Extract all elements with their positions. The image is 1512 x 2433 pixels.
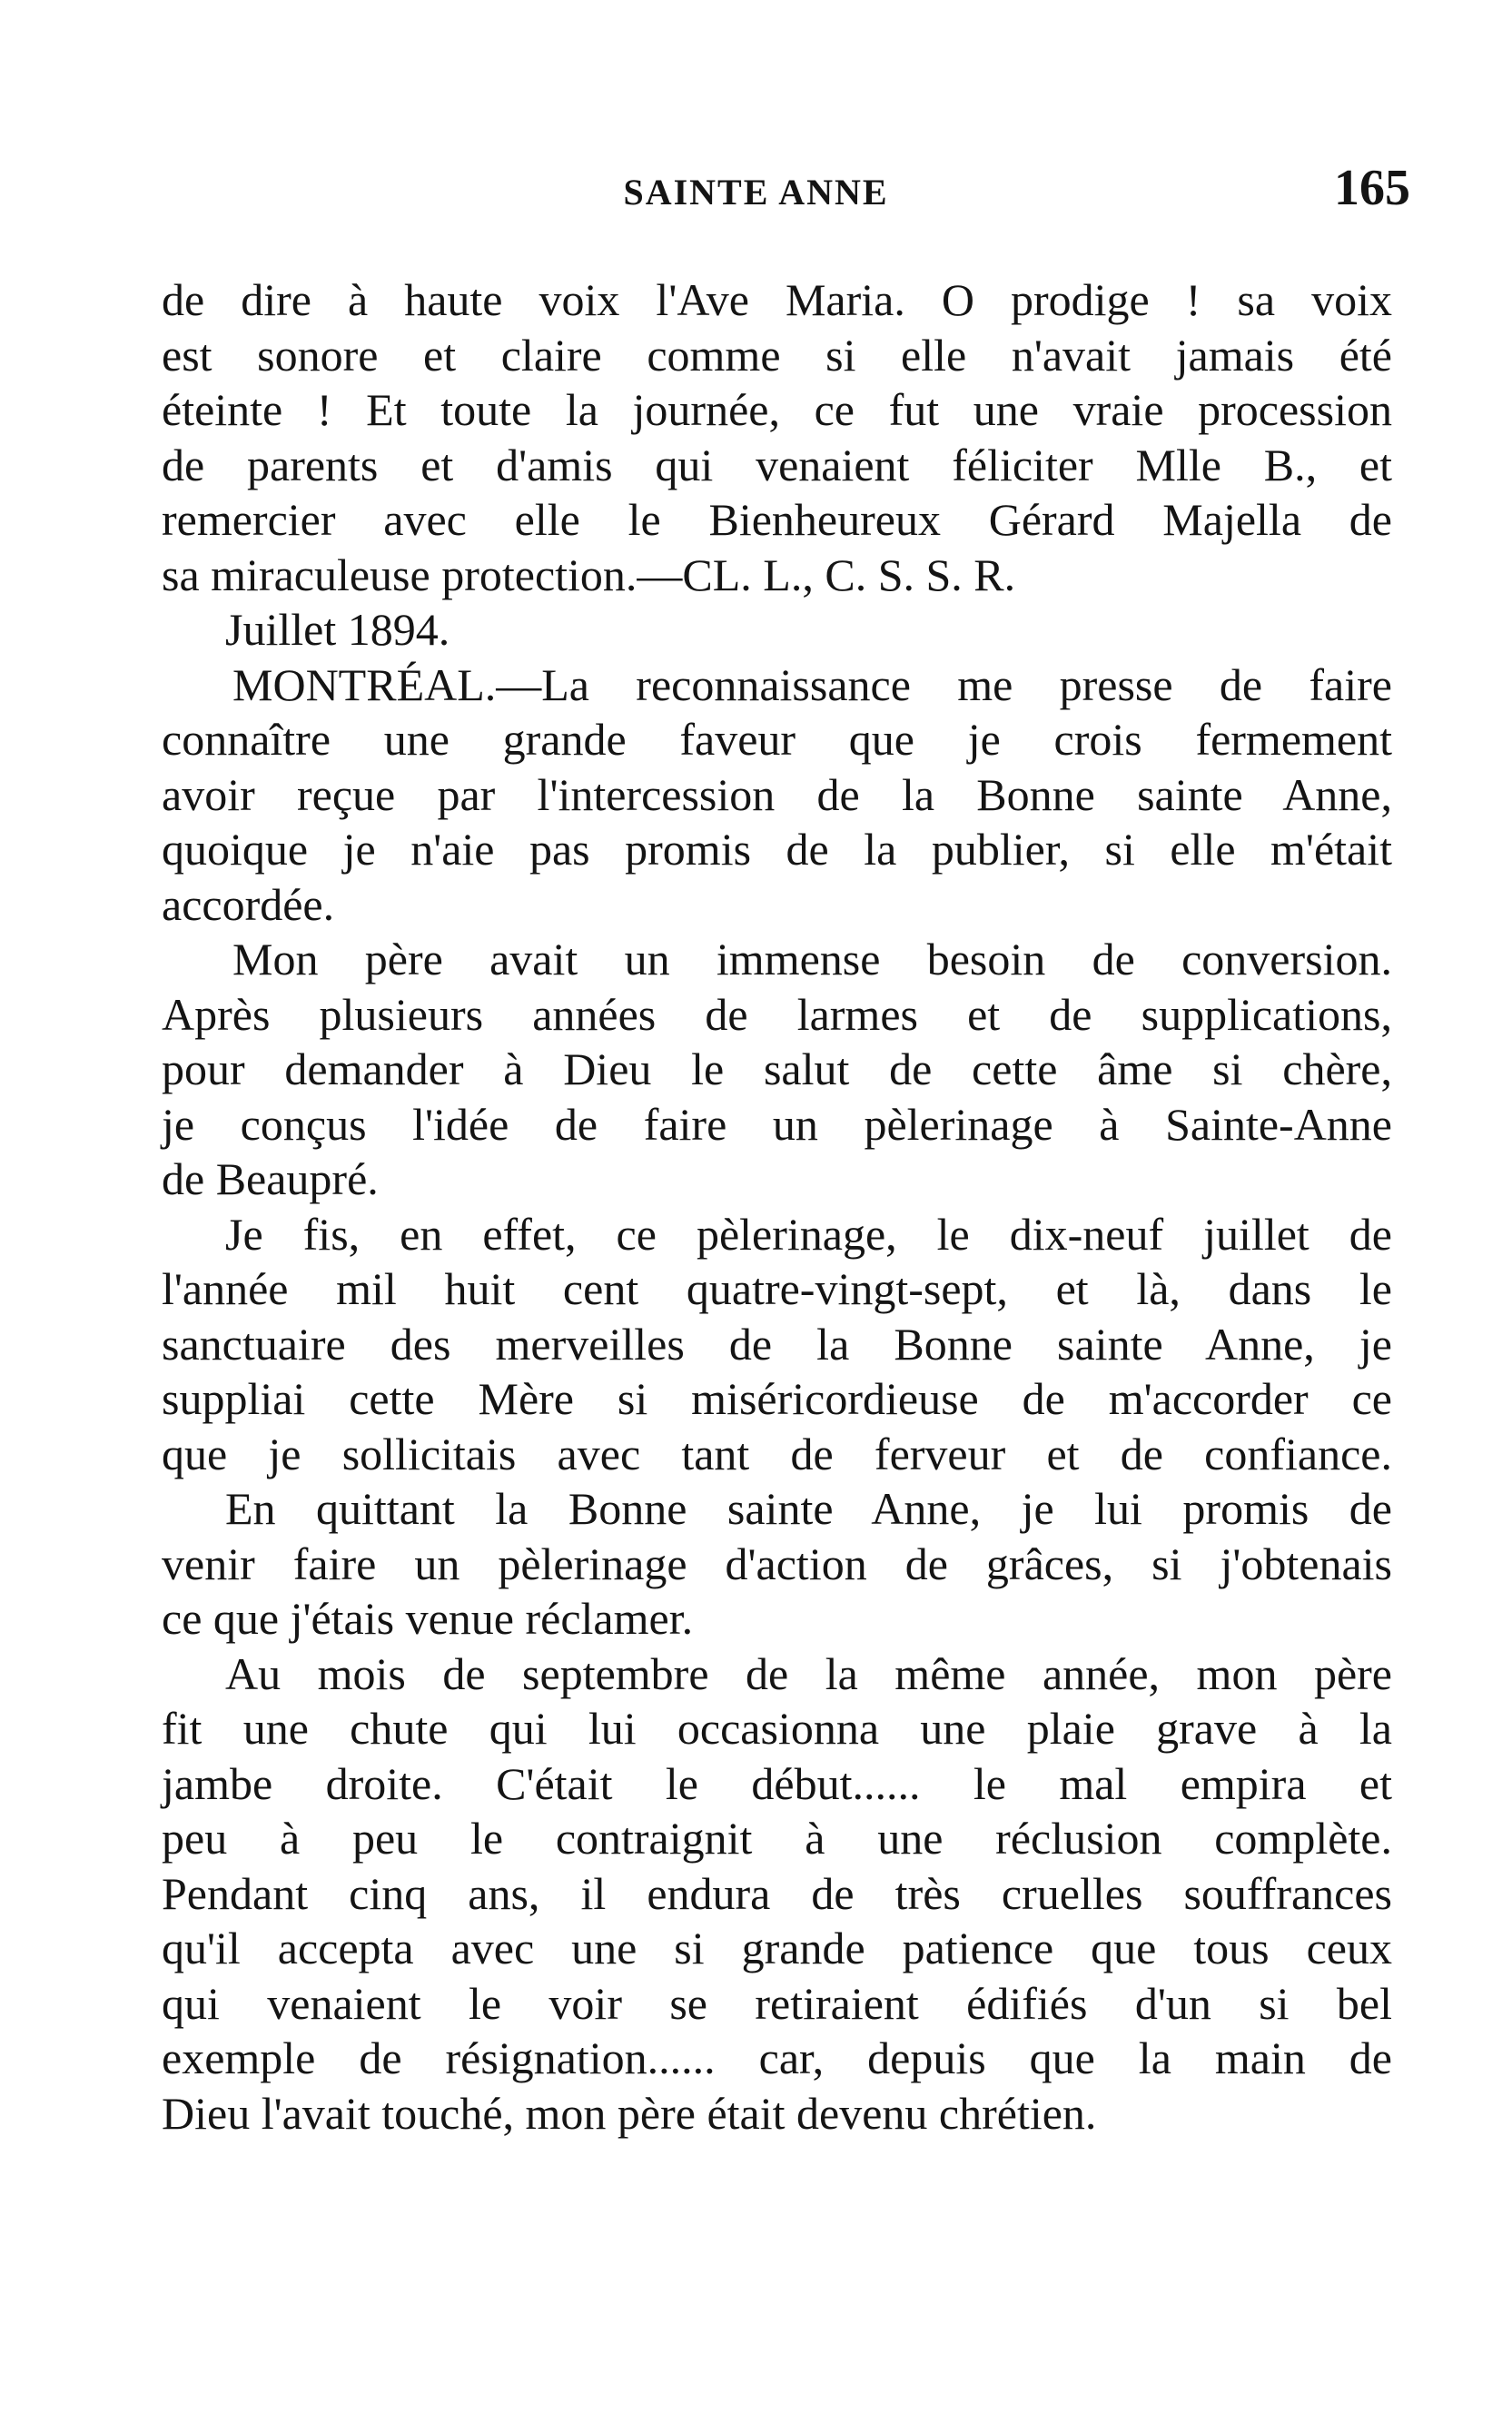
text-line: remercier avec elle le Bienheureux Gérard Majella de	[162, 494, 1392, 545]
text-line: je conçus l'idée de faire un pèlerinage à Sainte-Anne	[162, 1098, 1392, 1150]
text-line: sanctuaire des merveilles de la Bonne sainte Anne, je	[162, 1318, 1392, 1370]
text-line: Mon père avait un immense besoin de conversion.	[232, 934, 1392, 984]
text-line: l'année mil huit cent quatre-vingt-sept, et là, dans le	[162, 1263, 1392, 1314]
text-line: Après plusieurs années de larmes et de supplications,	[162, 988, 1392, 1040]
running-title: SAINTE ANNE	[623, 172, 889, 213]
text-line: que je sollicitais avec tant de ferveur et de confiance.	[162, 1428, 1392, 1479]
text-line: qui venaient le voir se retiraient édifiés d'un si bel	[162, 1977, 1392, 2029]
text-line: MONTRÉAL.—La reconnaissance me presse de faire	[232, 658, 1392, 710]
text-line: de dire à haute voix l'Ave Maria. O prodige ! sa voix	[162, 274, 1392, 325]
text-line: En quittant la Bonne sainte Anne, je lui promis de	[225, 1483, 1392, 1534]
text-line: Je fis, en effet, ce pèlerinage, le dix-neuf juillet de	[225, 1208, 1392, 1260]
text-line: avoir reçue par l'intercession de la Bonne sainte Anne,	[162, 768, 1392, 820]
text-line: peu à peu le contraignit à une réclusion complète.	[162, 1813, 1392, 1864]
text-line: fit une chute qui lui occasionna une plaie grave à la	[162, 1703, 1392, 1754]
text-line: éteinte ! Et toute la journée, ce fut une vraie procession	[162, 384, 1392, 435]
text-line: connaître une grande faveur que je crois fermement	[162, 714, 1392, 765]
text-line: Pendant cinq ans, il endura de très cruelles souffrances	[162, 1867, 1392, 1919]
text-line: jambe droite. C'était le début...... le mal empira et	[162, 1757, 1392, 1809]
text-line: quoique je n'aie pas promis de la publier, si elle m'était	[162, 824, 1392, 875]
text-line: Juillet 1894.	[225, 604, 450, 655]
body-text	[162, 272, 1392, 2141]
text-line: de parents et d'amis qui venaient féliciter Mlle B., et	[162, 439, 1392, 490]
text-line: qu'il accepta avec une si grande patience que tous ceux	[162, 1923, 1392, 1973]
page-number: 165	[1334, 160, 1410, 216]
text-line: suppliai cette Mère si miséricordieuse de m'accorder ce	[162, 1373, 1392, 1424]
text-line: Dieu l'avait touché, mon père était devenu chrétien.	[162, 2087, 1097, 2139]
text-line: est sonore et claire comme si elle n'avait jamais été	[162, 329, 1392, 381]
text-line: exemple de résignation...... car, depuis que la main de	[162, 2032, 1392, 2083]
text-line: ce que j'étais venue réclamer.	[162, 1593, 694, 1644]
text-line: sa miraculeuse protection.—CL. L., C. S. S. R.	[162, 549, 1016, 600]
text-line: Au mois de septembre de la même année, mon père	[225, 1647, 1392, 1699]
text-line: venir faire un pèlerinage d'action de grâces, si j'obtenais	[162, 1538, 1392, 1589]
text-line: pour demander à Dieu le salut de cette âme si chère,	[162, 1043, 1392, 1094]
text-line: accordée.	[162, 878, 335, 930]
text-line: de Beaupré.	[162, 1153, 379, 1204]
